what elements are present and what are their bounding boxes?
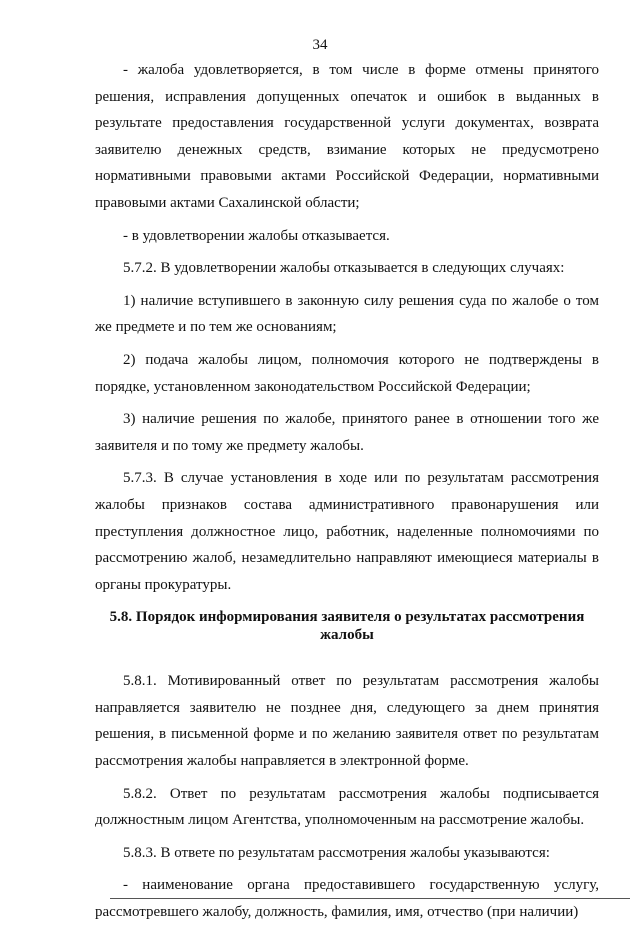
- paragraph: 5.7.2. В удовлетворении жалобы отказывается в следующих случаях:: [123, 260, 565, 277]
- page-number: 34: [312, 37, 328, 53]
- paragraph: 5.7.3. В случае установления в ходе или по результатам рассмотрения жалобы признаков состава административного правонарушения или преступления должностное лицо, работник, наделенные полномочиями по рассмотрению жалоб, незамедлительно направляют имеющиеся материалы в органы прокуратуры.: [95, 470, 599, 593]
- paragraph: - наименование органа предоставившего государственную услугу, рассмотревшего жалобу, должность, фамилия, имя, отчество (при наличии): [95, 877, 599, 921]
- bottom-divider: [110, 898, 630, 899]
- paragraph: 5.8.3. В ответе по результатам рассмотрения жалобы указываются:: [123, 844, 550, 861]
- paragraph: 5.8.1. Мотивированный ответ по результатам рассмотрения жалобы направляется заявителю не позднее дня, следующего за днем принятия решения, в письменной форме и по желанию заявителя ответ по результатам рассмотрения жалобы направляется в электронной форме.: [95, 673, 599, 770]
- paragraph: 5.8.2. Ответ по результатам рассмотрения жалобы подписывается должностным лицом Агентства, уполномоченным на рассмотрение жалобы.: [95, 785, 599, 829]
- section-heading: 5.8. Порядок информирования заявителя о результатах рассмотрения жалобы: [109, 609, 585, 644]
- paragraph: - в удовлетворении жалобы отказывается.: [123, 227, 390, 244]
- document-body: [95, 57, 599, 932]
- paragraph: 1) наличие вступившего в законную силу решения суда по жалобе о том же предмете и по тем же основаниям;: [95, 292, 599, 336]
- paragraph: - жалоба удовлетворяется, в том числе в форме отмены принятого решения, исправления допущенных опечаток и ошибок в выданных в результате предоставления государственной услуги документах, возврата заявителю денежных средств, взимание которых не предусмотрено нормативными правовыми актами Российской Федерации, нормативными правовыми актами Сахалинской области;: [95, 62, 599, 211]
- paragraph: 2) подача жалобы лицом, полномочия которого не подтверждены в порядке, установленном законодательством Российской Федерации;: [95, 351, 599, 395]
- paragraph: 3) наличие решения по жалобе, принятого ранее в отношении того же заявителя и по тому же предмету жалобы.: [95, 411, 599, 454]
